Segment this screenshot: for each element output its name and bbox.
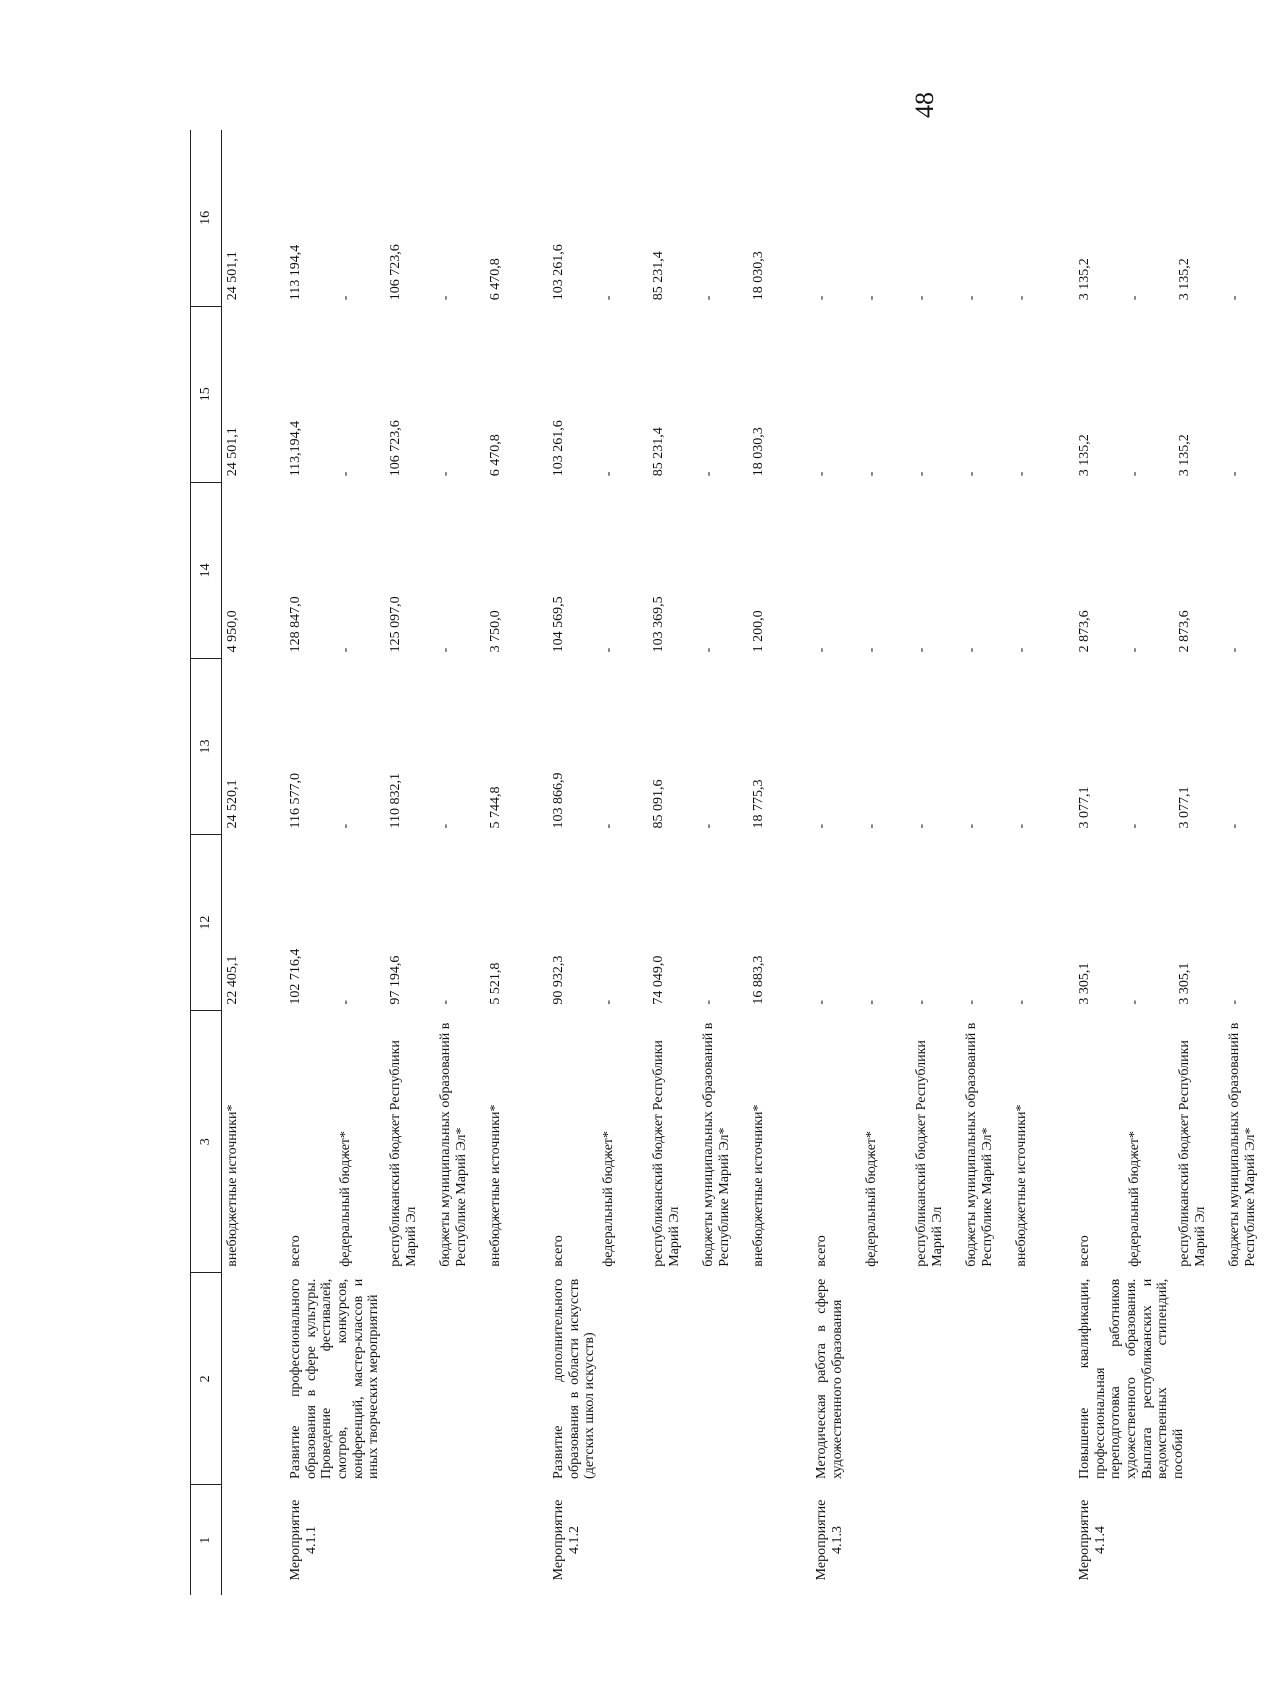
value-cell: 104 569,5: [551, 596, 566, 653]
value-cell: -: [964, 999, 979, 1005]
source-cell: внебюджетные источники*: [1014, 1104, 1029, 1267]
value-cell: 3 135,2: [1077, 434, 1092, 477]
value-cell: -: [914, 295, 929, 301]
value-cell: 125 097,0: [388, 596, 403, 653]
rotated-table-container: [190, 130, 1258, 1595]
value-cell: 106 723,6: [388, 244, 403, 301]
value-cell: -: [701, 295, 716, 301]
source-cell: внебюджетные источники*: [225, 1104, 240, 1267]
value-cell: 3 305,1: [1077, 962, 1092, 1005]
value-cell: -: [701, 999, 716, 1005]
value-cell: 103 369,5: [651, 596, 666, 653]
header-cell: 2: [191, 1273, 222, 1485]
value-cell: -: [601, 823, 616, 829]
value-cell: 5 744,8: [488, 786, 503, 829]
value-cell: -: [1014, 999, 1029, 1005]
value-cell: 18 030,3: [751, 427, 766, 477]
value-cell: 6 470,8: [488, 258, 503, 301]
value-cell: -: [1227, 999, 1242, 1005]
source-cell: федеральный бюджет*: [338, 1130, 353, 1267]
value-cell: 74 049,0: [651, 955, 666, 1005]
value-cell: -: [914, 999, 929, 1005]
value-cell: -: [701, 647, 716, 653]
value-cell: 90 932,3: [551, 955, 566, 1005]
value-cell: -: [964, 647, 979, 653]
value-cell: 16 883,3: [751, 955, 766, 1005]
value-cell: -: [338, 823, 353, 829]
value-cell: -: [814, 823, 829, 829]
value-cell: -: [438, 295, 453, 301]
source-cell: республиканский бюджет Республики Марий Эл: [1177, 1040, 1208, 1267]
value-cell: -: [1127, 295, 1142, 301]
value-cell: 113,194,4: [288, 420, 303, 477]
value-cell: 3 750,0: [488, 610, 503, 653]
value-cell: -: [864, 999, 879, 1005]
header-cell: 1: [191, 1485, 222, 1595]
value-cell: -: [864, 647, 879, 653]
value-cell: -: [601, 471, 616, 477]
source-cell: бюджеты муниципальных образований в Республике Марий Эл*: [701, 1022, 732, 1267]
value-cell: -: [1014, 647, 1029, 653]
source-cell: бюджеты муниципальных образований в Республике Марий Эл*: [1227, 1022, 1258, 1267]
value-cell: -: [864, 823, 879, 829]
source-cell: внебюджетные источники*: [488, 1104, 503, 1267]
value-cell: -: [338, 999, 353, 1005]
value-cell: -: [1014, 471, 1029, 477]
measure-title-cell: Повышение квалификации, профессиональная переподготовка работников художественного образования. Выплата республиканских и ведомственных стипендий, пособий: [1077, 1278, 1187, 1479]
source-cell: бюджеты муниципальных образований в Республике Марий Эл*: [964, 1022, 995, 1267]
source-cell: республиканский бюджет Республики Марий Эл: [914, 1040, 945, 1267]
value-cell: -: [964, 471, 979, 477]
table-row: [535, 130, 598, 1595]
value-cell: -: [1227, 647, 1242, 653]
value-cell: 22 405,1: [225, 955, 240, 1005]
header-cell: 16: [191, 130, 222, 306]
header-cell: 3: [191, 1011, 222, 1273]
value-cell: 3 305,1: [1177, 962, 1192, 1005]
value-cell: -: [438, 471, 453, 477]
value-cell: -: [1127, 823, 1142, 829]
measure-code-cell: Мероприятие 4.1.2: [551, 1499, 582, 1581]
value-cell: -: [1014, 295, 1029, 301]
value-cell: -: [914, 471, 929, 477]
value-cell: 6 470,8: [488, 434, 503, 477]
value-cell: 110 832,1: [388, 773, 403, 829]
value-cell: -: [814, 471, 829, 477]
value-cell: 1 200,0: [751, 610, 766, 653]
value-cell: 106 723,6: [388, 420, 403, 477]
page-number: 48: [910, 92, 939, 118]
source-cell: федеральный бюджет*: [601, 1130, 616, 1267]
table-row: [798, 130, 861, 1595]
value-cell: -: [1127, 471, 1142, 477]
value-cell: -: [1127, 999, 1142, 1005]
header-row: [191, 130, 222, 1595]
value-cell: 103 261,6: [551, 244, 566, 301]
measure-title-cell: Методическая работа в сфере художественного образования: [814, 1278, 845, 1479]
value-cell: -: [601, 999, 616, 1005]
source-cell: республиканский бюджет Республики Марий Эл: [388, 1040, 419, 1267]
header-cell: 13: [191, 658, 222, 834]
value-cell: -: [864, 471, 879, 477]
value-cell: -: [1227, 295, 1242, 301]
value-cell: -: [338, 471, 353, 477]
value-cell: -: [601, 295, 616, 301]
value-cell: -: [864, 295, 879, 301]
value-cell: -: [338, 647, 353, 653]
value-cell: -: [814, 647, 829, 653]
value-cell: -: [914, 647, 929, 653]
header-cell: 14: [191, 482, 222, 658]
value-cell: 3 135,2: [1177, 258, 1192, 301]
source-cell: бюджеты муниципальных образований в Республике Марий Эл*: [438, 1022, 469, 1267]
value-cell: -: [438, 823, 453, 829]
value-cell: 85 231,4: [651, 427, 666, 477]
value-cell: 102 716,4: [288, 948, 303, 1005]
value-cell: -: [338, 295, 353, 301]
value-cell: 3 077,1: [1077, 786, 1092, 829]
value-cell: 5 521,8: [488, 962, 503, 1005]
value-cell: -: [601, 647, 616, 653]
value-cell: 3 135,2: [1077, 258, 1092, 301]
source-cell: федеральный бюджет*: [1127, 1130, 1142, 1267]
measure-title-cell: [222, 1273, 273, 1485]
value-cell: -: [964, 823, 979, 829]
value-cell: 24 501,1: [225, 427, 240, 477]
measure-code-cell: Мероприятие 4.1.4: [1077, 1499, 1108, 1581]
value-cell: -: [1014, 823, 1029, 829]
measure-title-cell: Развитие дополнительного образования в области искусств (детских школ искусств): [551, 1278, 598, 1479]
source-cell: федеральный бюджет*: [864, 1130, 879, 1267]
source-cell: всего: [1077, 1235, 1092, 1267]
value-cell: 97 194,6: [388, 955, 403, 1005]
source-cell: внебюджетные источники*: [751, 1104, 766, 1267]
measure-code-cell: Мероприятие 4.1.3: [814, 1499, 845, 1581]
value-cell: 113 194,4: [288, 244, 303, 301]
table-row: [1061, 130, 1124, 1595]
value-cell: -: [814, 999, 829, 1005]
value-cell: 24 501,1: [225, 251, 240, 301]
measure-code-cell: [222, 1485, 273, 1595]
budget-table: [190, 130, 1274, 1595]
value-cell: 85 091,6: [651, 779, 666, 829]
measure-title-cell: Развитие профессионального образования в сфере культуры. Проведение фестивалей, смотров, конкурсов, конференций, мастер-классов и иных творческих мероприятий: [288, 1278, 382, 1479]
value-cell: 3 135,2: [1177, 434, 1192, 477]
value-cell: 128 847,0: [288, 596, 303, 653]
value-cell: -: [701, 823, 716, 829]
table-body: [222, 130, 1274, 1595]
value-cell: -: [914, 823, 929, 829]
value-cell: 103 261,6: [551, 420, 566, 477]
value-cell: -: [814, 295, 829, 301]
value-cell: -: [964, 295, 979, 301]
source-cell: всего: [288, 1235, 303, 1267]
source-cell: всего: [551, 1235, 566, 1267]
measure-code-cell: Мероприятие 4.1.1: [288, 1499, 319, 1581]
value-cell: 2 873,6: [1177, 610, 1192, 653]
source-cell: республиканский бюджет Республики Марий Эл: [651, 1040, 682, 1267]
value-cell: -: [1227, 471, 1242, 477]
value-cell: 18 775,3: [751, 779, 766, 829]
value-cell: -: [1227, 823, 1242, 829]
value-cell: 3 077,1: [1177, 786, 1192, 829]
table-row: [272, 130, 335, 1595]
value-cell: 2 873,6: [1077, 610, 1092, 653]
value-cell: 103 866,9: [551, 772, 566, 829]
value-cell: 85 231,4: [651, 251, 666, 301]
header-cell: 15: [191, 306, 222, 482]
value-cell: 116 577,0: [288, 773, 303, 829]
value-cell: 4 950,0: [225, 610, 240, 653]
value-cell: -: [1127, 647, 1142, 653]
value-cell: 24 520,1: [225, 779, 240, 829]
table-row: [222, 130, 273, 1595]
value-cell: -: [701, 471, 716, 477]
header-cell: 12: [191, 835, 222, 1011]
value-cell: 18 030,3: [751, 251, 766, 301]
value-cell: -: [438, 999, 453, 1005]
value-cell: -: [438, 647, 453, 653]
source-cell: всего: [814, 1235, 829, 1267]
